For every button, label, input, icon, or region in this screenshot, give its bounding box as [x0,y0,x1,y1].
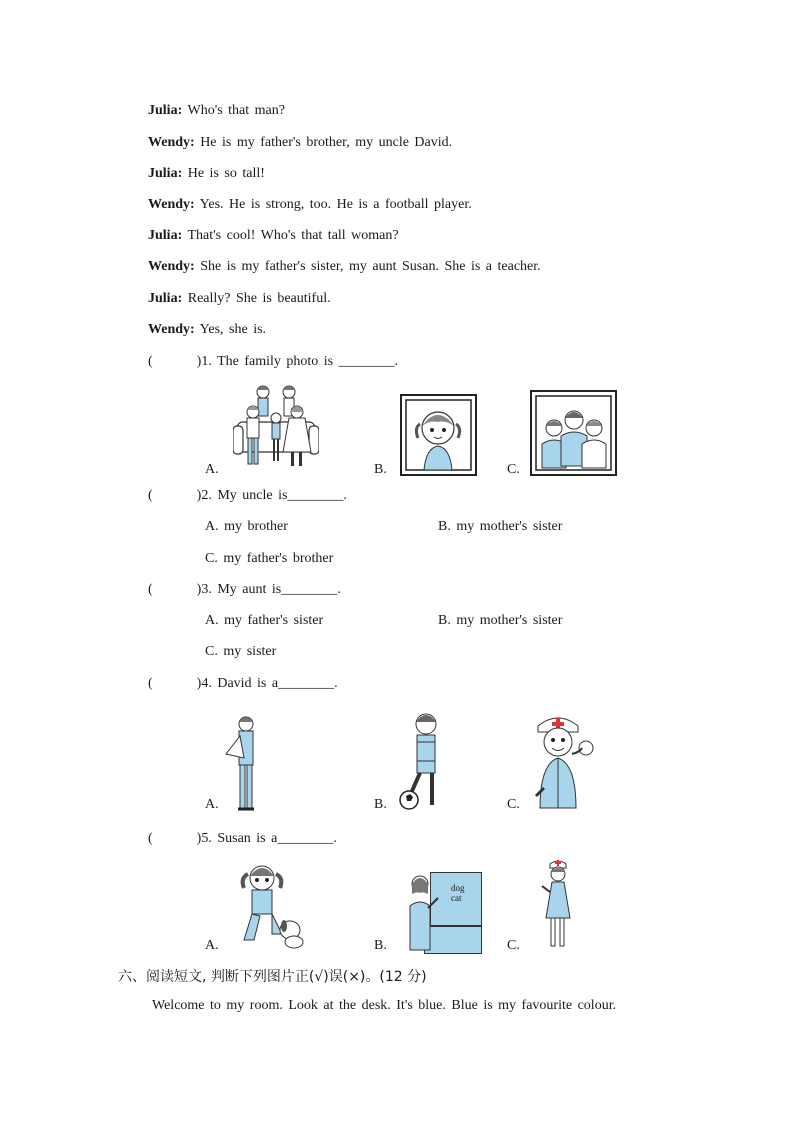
answer-paren[interactable]: ( ) [148,582,202,597]
nurse-picture [538,858,578,950]
dialogue-line-6 [148,259,541,275]
question-text: 1. The family photo is ________. [201,354,399,369]
option-b: B. my mother's sister [438,519,563,534]
option-b-label: B. [374,462,387,477]
question-1 [148,354,398,370]
option-c: C. my sister [205,644,277,659]
speaker: Wendy: [148,197,195,212]
framed-men-picture [530,390,617,476]
dialogue-line-1 [148,103,285,119]
dialogue-text: That's cool! Who's that tall woman? [187,228,399,243]
question-5 [148,831,337,847]
speaker: Wendy: [148,322,195,337]
dialogue-line-3 [148,166,265,182]
option-c: C. my father's brother [205,551,334,566]
question-text: 2. My uncle is________. [201,488,347,503]
dialogue-text: She is my father's sister, my aunt Susan. She is a teacher. [200,259,541,274]
teacher-man-picture [224,714,266,812]
option-c-label: C. [507,797,520,812]
answer-paren[interactable]: ( ) [148,488,202,503]
question-3 [148,582,341,598]
family-on-sofa-picture [233,382,319,470]
option-b-label: B. [374,797,387,812]
dialogue-line-5 [148,228,399,244]
dialogue-line-8 [148,322,266,338]
question-text: 3. My aunt is________. [201,582,341,597]
girl-with-dog-picture [236,862,304,950]
answer-paren[interactable]: ( ) [148,354,202,369]
dialogue-text: He is my father's brother, my uncle David. [200,135,453,150]
option-a-label: A. [205,462,219,477]
option-b-label: B. [374,938,387,953]
speaker: Julia: [148,166,183,181]
teacher-blackboard-picture [404,868,480,952]
speaker: Julia: [148,103,183,118]
dialogue-text: Who's that man? [187,103,285,118]
speaker: Julia: [148,291,183,306]
blackboard-word: cat [451,893,462,903]
question-text: 5. Susan is a________. [201,831,337,846]
option-a-label: A. [205,938,219,953]
doctor-picture [528,712,600,812]
answer-paren[interactable]: ( ) [148,831,202,846]
speaker: Wendy: [148,259,195,274]
dialogue-text: Yes, she is. [199,322,267,337]
answer-paren[interactable]: ( ) [148,676,202,691]
dialogue-text: He is so tall! [187,166,265,181]
football-boy-picture [398,710,448,812]
speaker: Julia: [148,228,183,243]
option-a: A. my brother [205,519,288,534]
section-6-title: 六、阅读短文, 判断下列图片正(√)误(×)。(12 分) [118,969,427,985]
question-2 [148,488,347,504]
question-4 [148,676,338,692]
section-6-passage: Welcome to my room. Look at the desk. It's blue. Blue is my favourite colour. [152,998,617,1013]
dialogue-line-2 [148,135,452,151]
framed-girl-picture [400,394,477,476]
option-c-label: C. [507,462,520,477]
dialogue-text: Really? She is beautiful. [187,291,331,306]
dialogue-text: Yes. He is strong, too. He is a football player. [199,197,472,212]
speaker: Wendy: [148,135,195,150]
blackboard-word: dog [451,883,465,893]
option-a: A. my father's sister [205,613,324,628]
dialogue-line-7 [148,291,331,307]
teacher-woman-icon [404,874,440,952]
dialogue-line-4 [148,197,472,213]
option-a-label: A. [205,797,219,812]
option-b: B. my mother's sister [438,613,563,628]
question-text: 4. David is a________. [201,676,338,691]
option-c-label: C. [507,938,520,953]
